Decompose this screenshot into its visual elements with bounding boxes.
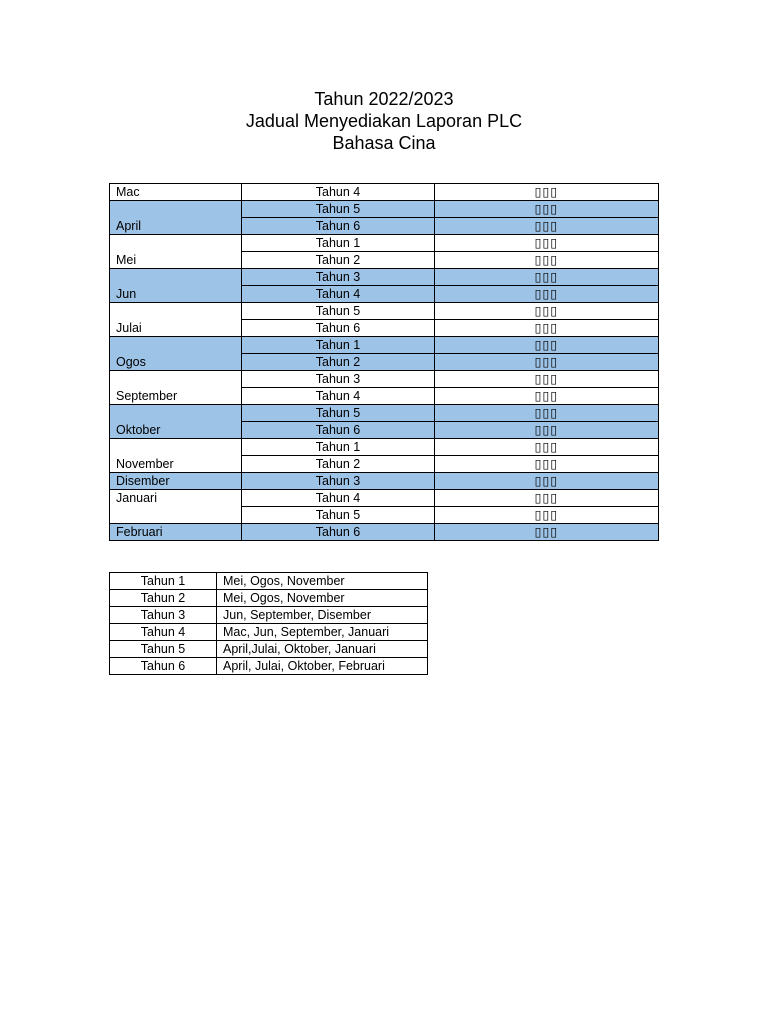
tahun-cell: Tahun 4 <box>242 184 435 201</box>
table-row <box>110 473 659 490</box>
tahun-cell: Tahun 3 <box>242 473 435 490</box>
teacher-cell: ▯▯▯ <box>435 354 659 371</box>
table-row <box>110 184 659 201</box>
month-cell: Januari <box>110 490 242 524</box>
month-cell: Februari <box>110 524 242 541</box>
teacher-cell: ▯▯▯ <box>435 269 659 286</box>
table-row <box>110 269 659 286</box>
summary-months-cell: Mei, Ogos, November <box>217 573 428 590</box>
teacher-cell: ▯▯▯ <box>435 507 659 524</box>
teacher-cell: ▯▯▯ <box>435 337 659 354</box>
table-row <box>110 405 659 422</box>
summary-months-cell: Jun, September, Disember <box>217 607 428 624</box>
tahun-cell: Tahun 5 <box>242 507 435 524</box>
tahun-cell: Tahun 1 <box>242 439 435 456</box>
month-cell: Oktober <box>110 405 242 439</box>
summary-table <box>109 572 428 675</box>
schedule-table <box>109 183 659 541</box>
teacher-cell: ▯▯▯ <box>435 303 659 320</box>
tahun-cell: Tahun 2 <box>242 354 435 371</box>
table-row <box>110 658 428 675</box>
table-row <box>110 337 659 354</box>
month-cell: April <box>110 201 242 235</box>
summary-months-cell: Mac, Jun, September, Januari <box>217 624 428 641</box>
teacher-cell: ▯▯▯ <box>435 286 659 303</box>
month-cell: Ogos <box>110 337 242 371</box>
tahun-cell: Tahun 4 <box>242 286 435 303</box>
month-cell: Disember <box>110 473 242 490</box>
table-row <box>110 235 659 252</box>
teacher-cell: ▯▯▯ <box>435 405 659 422</box>
table-row <box>110 590 428 607</box>
tahun-cell: Tahun 4 <box>242 490 435 507</box>
table-row <box>110 573 428 590</box>
teacher-cell: ▯▯▯ <box>435 320 659 337</box>
tahun-cell: Tahun 4 <box>242 388 435 405</box>
tahun-cell: Tahun 3 <box>242 269 435 286</box>
teacher-cell: ▯▯▯ <box>435 218 659 235</box>
title-year: Tahun 2022/2023 <box>314 89 454 109</box>
tahun-cell: Tahun 5 <box>242 405 435 422</box>
teacher-cell: ▯▯▯ <box>435 473 659 490</box>
month-cell: Julai <box>110 303 242 337</box>
teacher-cell: ▯▯▯ <box>435 252 659 269</box>
summary-tahun-cell: Tahun 5 <box>110 641 217 658</box>
tahun-cell: Tahun 5 <box>242 201 435 218</box>
month-cell: Mac <box>110 184 242 201</box>
table-row <box>110 624 428 641</box>
teacher-cell: ▯▯▯ <box>435 201 659 218</box>
tahun-cell: Tahun 6 <box>242 422 435 439</box>
tahun-cell: Tahun 6 <box>242 524 435 541</box>
table-row <box>110 641 428 658</box>
table-row <box>110 303 659 320</box>
tahun-cell: Tahun 3 <box>242 371 435 388</box>
document-title <box>0 88 768 154</box>
tahun-cell: Tahun 2 <box>242 252 435 269</box>
table-row <box>110 607 428 624</box>
teacher-cell: ▯▯▯ <box>435 371 659 388</box>
title-subject: Bahasa Cina <box>332 133 436 153</box>
summary-months-cell: Mei, Ogos, November <box>217 590 428 607</box>
month-cell: September <box>110 371 242 405</box>
summary-tahun-cell: Tahun 6 <box>110 658 217 675</box>
summary-tahun-cell: Tahun 2 <box>110 590 217 607</box>
table-row <box>110 439 659 456</box>
tahun-cell: Tahun 1 <box>242 337 435 354</box>
teacher-cell: ▯▯▯ <box>435 456 659 473</box>
teacher-cell: ▯▯▯ <box>435 235 659 252</box>
tahun-cell: Tahun 5 <box>242 303 435 320</box>
tahun-cell: Tahun 2 <box>242 456 435 473</box>
summary-tahun-cell: Tahun 1 <box>110 573 217 590</box>
month-cell: Mei <box>110 235 242 269</box>
table-row <box>110 524 659 541</box>
tahun-cell: Tahun 6 <box>242 320 435 337</box>
summary-tahun-cell: Tahun 3 <box>110 607 217 624</box>
teacher-cell: ▯▯▯ <box>435 184 659 201</box>
month-cell: November <box>110 439 242 473</box>
summary-months-cell: April,Julai, Oktober, Januari <box>217 641 428 658</box>
month-cell: Jun <box>110 269 242 303</box>
teacher-cell: ▯▯▯ <box>435 388 659 405</box>
teacher-cell: ▯▯▯ <box>435 524 659 541</box>
tahun-cell: Tahun 6 <box>242 218 435 235</box>
table-row <box>110 371 659 388</box>
summary-tahun-cell: Tahun 4 <box>110 624 217 641</box>
teacher-cell: ▯▯▯ <box>435 439 659 456</box>
teacher-cell: ▯▯▯ <box>435 490 659 507</box>
table-row <box>110 201 659 218</box>
summary-months-cell: April, Julai, Oktober, Februari <box>217 658 428 675</box>
tahun-cell: Tahun 1 <box>242 235 435 252</box>
table-row <box>110 490 659 507</box>
teacher-cell: ▯▯▯ <box>435 422 659 439</box>
title-schedule: Jadual Menyediakan Laporan PLC <box>245 111 523 131</box>
